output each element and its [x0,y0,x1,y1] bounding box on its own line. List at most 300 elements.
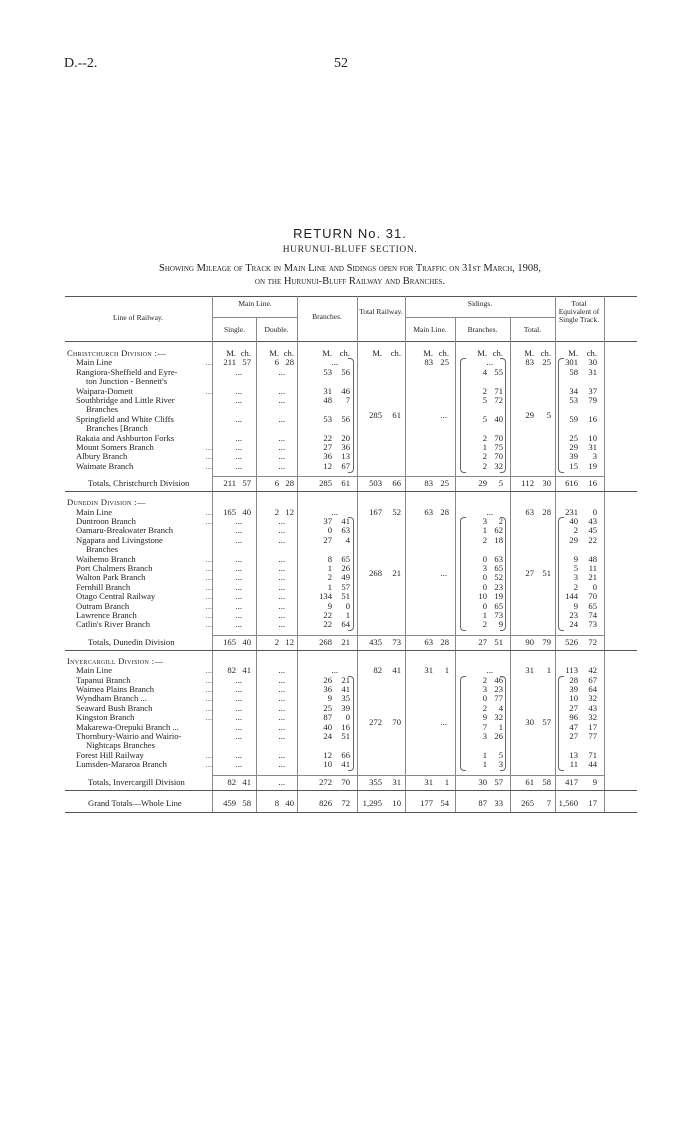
sid_main-chains: 1 [444,776,449,787]
double-miles: ... [278,674,285,685]
sid_total-miles: 112 [521,478,534,489]
sid_br-chains: 65 [494,600,503,611]
row-leader: ... [205,759,212,770]
equiv-chains: 43 [588,702,597,713]
sid_total-chains: 57 [542,717,551,728]
branches-miles: 268 [319,636,332,647]
bracket-sidings-left [460,358,466,472]
sid_br-miles: 2 [482,674,487,685]
double-miles: ... [278,591,285,602]
header-branches: Branches. [312,312,342,321]
branches-chains: 63 [341,525,350,536]
doc-ref: D.--2. [64,56,98,71]
row-label: ton Junction - Bennett's [86,376,168,387]
sid_br-chains: 70 [494,451,503,462]
single-unit-m: M. [226,348,236,358]
branches-chains: 41 [341,516,350,526]
total-unit-m: M. [372,348,382,358]
branches-chains: 56 [341,413,350,424]
branches-chains: 61 [341,478,350,489]
sid_main-merged: ... [440,568,447,579]
row-label: Waipara-Domett [76,385,134,396]
total-miles: 268 [369,568,382,579]
branches-miles: 27 [323,442,332,452]
equiv-chains: 0 [592,581,597,592]
branches-miles: 134 [319,591,332,602]
branches-chains: 39 [341,702,350,713]
page-number: 52 [334,56,348,71]
total-rule-top [212,775,604,776]
branches-miles: 826 [319,797,332,808]
branches-miles: 272 [319,776,332,787]
single-miles: ... [235,525,242,536]
single-miles: ... [235,572,242,583]
equiv-chains: 31 [588,442,597,452]
branches-miles: ... [331,506,338,517]
single-miles: ... [235,749,242,760]
single-miles: ... [235,591,242,602]
branches-miles: 1 [327,581,332,592]
return-title: RETURN No. 31. [293,226,407,241]
row-leader: ... [205,357,212,368]
equiv-miles: 24 [569,619,578,630]
row-label: Thornbury-Wairio and Wairio- [76,731,182,741]
row-label: Mount Somers Branch [76,442,154,452]
sid_br-chains: 57 [494,776,503,787]
row-leader: ... [205,712,212,723]
equiv-miles: 231 [565,506,578,517]
equiv-unit-m: M. [568,348,578,358]
equiv-chains: 74 [588,610,597,620]
equiv-miles: 39 [569,684,578,694]
sid_main-miles: 83 [424,357,433,368]
single-miles: 211 [223,478,236,489]
double-miles: ... [278,385,285,396]
sid_br-miles: 2 [482,534,487,545]
row-leader: ... [205,610,212,620]
sid_br-chains: 72 [494,395,503,405]
sid_br-chains: 77 [494,693,503,704]
sid_main-miles: 31 [424,665,433,676]
sid_total-unit-m: M. [524,348,534,358]
sid_main-chains: 28 [440,506,449,517]
double-unit-m: M. [269,348,279,358]
row-leader: ... [205,516,212,526]
sid_br-miles: ... [486,357,493,368]
double-miles: ... [278,721,285,732]
equiv-chains: 32 [588,693,597,704]
single-chains: 41 [242,776,251,787]
row-leader: ... [205,506,212,517]
sid_main-miles: 31 [424,776,433,787]
sid_total-chains: 30 [542,478,551,489]
equiv-miles: 15 [569,460,578,471]
sid_br-miles: 2 [482,619,487,630]
equiv-miles: 25 [569,432,578,443]
sid_br-miles: 29 [478,478,487,489]
sid_br-chains: 23 [494,581,503,592]
sid_br-chains: 3 [498,759,503,770]
single-chains: 57 [242,357,251,368]
equiv-miles: 23 [569,610,578,620]
row-label: Outram Branch [76,600,130,611]
division-separator-rule [65,790,637,791]
sid_br-unit-ch: ch. [492,348,503,358]
equiv-chains: 67 [588,674,597,685]
branches-miles: 22 [323,610,332,620]
total-rule-top [212,476,604,477]
sid_br-miles: 2 [482,432,487,443]
equiv-chains: 3 [592,451,597,462]
row-label: Kingston Branch [76,712,135,723]
sid_total-miles: 265 [521,797,534,808]
equiv-chains: 79 [588,395,597,405]
row-label: Southbridge and Little River [76,395,175,405]
sid_br-miles: 1 [482,759,487,770]
division-total-row [0,638,700,647]
sid_br-chains: 70 [494,432,503,443]
row-label: Branches [86,544,118,555]
equiv-chains: 42 [588,665,597,676]
total-miles: 435 [369,636,382,647]
equiv-miles: 29 [569,442,578,452]
equiv-chains: 0 [592,506,597,517]
sid_main-merged: ... [440,409,447,420]
branches-unit-m: M. [322,348,332,358]
equiv-miles: 39 [569,451,578,462]
branches-chains: 65 [341,553,350,564]
branches-miles: 12 [323,460,332,471]
equiv-chains: 77 [588,731,597,741]
sid_total-miles: 83 [525,357,534,368]
row-label: Port Chalmers Branch [76,563,153,573]
sid_br-miles: 7 [482,721,487,732]
branches-miles: 25 [323,702,332,713]
sid_main-miles: 63 [424,506,433,517]
double-miles: ... [278,684,285,694]
double-miles: ... [278,525,285,536]
equiv-miles: 34 [569,385,578,396]
row-leader: ... [205,674,212,685]
single-chains: 57 [242,478,251,489]
double-chains: 12 [285,506,294,517]
sid_main-merged: ... [440,717,447,728]
sid_br-miles: 10 [478,591,487,602]
branches-chains: 70 [341,776,350,787]
row-leader: ... [205,749,212,760]
sid_main-miles: 177 [420,797,433,808]
branches-chains: 41 [341,759,350,770]
total-chains: 41 [392,665,401,676]
double-chains: 28 [285,357,294,368]
total-rule-top [212,635,604,636]
single-miles: ... [235,674,242,685]
equiv-chains: 10 [588,432,597,443]
sid_br-chains: 1 [498,721,503,732]
caption-line-2: on the Hurunui-Bluff Railway and Branches. [254,276,446,287]
sid_br-miles: 4 [482,366,487,377]
row-leader: ... [205,684,212,694]
sid_total-chains: 58 [542,776,551,787]
sid_total-miles: 31 [525,665,534,676]
total-miles: 1,295 [362,797,382,808]
total-miles: 285 [369,409,382,420]
row-label: Waihemo Branch [76,553,136,564]
branches-miles: 8 [327,553,332,564]
double-miles: 2 [274,506,279,517]
branches-chains: 4 [345,534,350,545]
branches-miles: 27 [323,534,332,545]
equiv-miles: 40 [569,516,578,526]
double-chains: 40 [285,797,294,808]
branches-miles: 9 [327,693,332,704]
double-miles: ... [278,712,285,723]
branches-chains: 1 [345,610,350,620]
single-chains: 40 [242,506,251,517]
header-sid-main: Main Line. [413,325,447,334]
sid_br-chains: 75 [494,442,503,452]
total-miles: 503 [369,478,382,489]
branches-miles: 24 [323,731,332,741]
single-miles: ... [235,581,242,592]
double-miles: ... [278,693,285,704]
bracket-sidings-right [500,676,506,772]
row-leader: ... [205,619,212,630]
branches-chains: 16 [341,721,350,732]
division-separator-rule [65,491,637,492]
equiv-miles: 13 [569,749,578,760]
sid_br-chains: 52 [494,572,503,583]
sid_main-chains: 25 [440,357,449,368]
double-miles: ... [278,563,285,573]
branches-chains: 49 [341,572,350,583]
sid_br-chains: 40 [494,413,503,424]
row-leader: ... [205,693,212,704]
bracket-branches [348,517,354,631]
equiv-miles: 96 [569,712,578,723]
row-leader: ... [205,600,212,611]
equiv-unit-ch: ch. [586,348,597,358]
equiv-miles: 5 [573,563,578,573]
total-chains: 52 [392,506,401,517]
row-label: Main Line [76,357,113,368]
equiv-chains: 70 [588,591,597,602]
double-miles: 2 [274,636,279,647]
equiv-miles: 1,560 [558,797,578,808]
equiv-chains: 19 [588,460,597,471]
branches-miles: 1 [327,563,332,573]
double-miles: ... [278,581,285,592]
sid_main-chains: 1 [444,665,449,676]
branches-chains: 41 [341,684,350,694]
double-miles: 6 [274,478,279,489]
sid_br-miles: 3 [482,563,487,573]
bracket-branches [348,358,354,472]
row-label: Seaward Bush Branch [76,702,153,713]
branches-miles: 0 [327,525,332,536]
branches-chains: 21 [341,674,350,685]
single-miles: 82 [227,776,236,787]
sid_main-unit-m: M. [423,348,433,358]
total-miles: 167 [369,506,382,517]
sid_total-miles: 29 [525,409,534,420]
branches-chains: 67 [341,460,350,471]
total-miles: 272 [369,717,382,728]
row-label: Albury Branch [76,451,128,462]
double-miles: ... [278,442,285,452]
row-label: Ngapara and Livingstone [76,534,163,545]
equiv-miles: 616 [565,478,578,489]
row-label: Otago Central Railway [76,591,156,602]
branches-chains: 21 [341,636,350,647]
row-label: Main Line [76,506,113,517]
equiv-miles: 144 [565,591,578,602]
branches-miles: ... [331,357,338,368]
table-caption [0,262,700,288]
equiv-chains: 64 [588,684,597,694]
sid_br-chains: 19 [494,591,503,602]
total-unit-ch: ch. [390,348,401,358]
branches-chains: 7 [345,395,350,405]
division-total-row [0,778,700,787]
equiv-miles: 9 [573,553,578,564]
total-label: Totals, Dunedin Division [88,636,175,647]
sid_br-chains: 5 [498,478,503,489]
header-sidings: Sidings. [467,299,493,308]
double-miles: ... [278,395,285,405]
sid_br-miles: 0 [482,581,487,592]
single-chains: 41 [242,665,251,676]
double-miles: ... [278,534,285,545]
branches-unit-ch: ch. [339,348,350,358]
equiv-miles: 53 [569,395,578,405]
header-sid-total: Total. [523,325,542,334]
branches-chains: 56 [341,366,350,377]
sid_total-chains: 5 [546,409,551,420]
row-leader: ... [205,460,212,471]
sid_br-chains: 65 [494,563,503,573]
row-label: Catlin's River Branch [76,619,151,630]
double-miles: 6 [274,357,279,368]
row-label: Main Line [76,665,113,676]
branches-chains: 66 [341,749,350,760]
equiv-chains: 11 [588,563,597,573]
single-miles: ... [235,702,242,713]
branches-miles: ... [331,665,338,676]
sid_br-miles: 1 [482,442,487,452]
row-label: Branches [86,404,118,415]
double-miles: ... [278,749,285,760]
equiv-miles: 3 [573,572,578,583]
sid_br-miles: 0 [482,693,487,704]
branches-chains: 72 [341,797,350,808]
double-chains: 28 [285,478,294,489]
sid_total-miles: 90 [525,636,534,647]
single-miles: ... [235,619,242,630]
sid_br-miles: 2 [482,385,487,396]
equiv-miles: 11 [569,759,578,770]
row-label: Lumsden-Mararoa Branch [76,759,167,770]
equiv-chains: 45 [588,525,597,536]
row-label: Lawrence Branch [76,610,137,620]
total-label: Totals, Christchurch Division [88,478,190,489]
bracket-sidings-left [460,676,466,772]
row-label: Oamaru-Breakwater Branch [76,525,174,536]
equiv-chains: 31 [588,366,597,377]
sid_br-chains: 62 [494,525,503,536]
bracket-equivalent [558,517,564,631]
equiv-miles: 58 [569,366,578,377]
bracket-branches [348,676,354,772]
row-leader: ... [205,442,212,452]
single-miles: ... [235,693,242,704]
double-miles: ... [278,665,285,676]
equiv-miles: 2 [573,581,578,592]
sid_br-chains: 5 [498,749,503,760]
sid_total-chains: 51 [542,568,551,579]
sid_total-unit-ch: ch. [540,348,551,358]
branches-chains: 36 [341,442,350,452]
sid_br-chains: 26 [494,731,503,741]
equiv-miles: 417 [565,776,578,787]
header-line-of-railway: Line of Railway. [112,313,164,322]
total-chains: 66 [392,478,401,489]
sid_br-miles: 5 [482,413,487,424]
double-miles: ... [278,460,285,471]
row-leader: ... [205,702,212,713]
division-heading: Invercargill Division :— [67,655,164,666]
branches-miles: 48 [323,395,332,405]
sid_total-chains: 28 [542,506,551,517]
sid_br-chains: 33 [494,797,503,808]
bracket-equivalent [558,358,564,472]
double-chains: 12 [285,636,294,647]
double-miles: ... [278,366,285,377]
equiv-chains: 9 [592,776,597,787]
equiv-miles: 29 [569,534,578,545]
sid_br-chains: 9 [498,619,503,630]
sid_br-miles: 2 [482,451,487,462]
sid_br-chains: 73 [494,610,503,620]
equiv-chains: 73 [588,619,597,630]
sid_br-chains: 32 [494,712,503,723]
branches-miles: 2 [327,572,332,583]
sid_br-chains: 51 [494,636,503,647]
single-chains: 40 [242,636,251,647]
equiv-chains: 72 [588,636,597,647]
single-miles: ... [235,442,242,452]
sid_main-chains: 28 [440,636,449,647]
branches-miles: 26 [323,674,332,685]
equiv-chains: 65 [588,600,597,611]
equiv-miles: 9 [573,600,578,611]
equiv-chains: 22 [588,534,597,545]
equiv-miles: 2 [573,525,578,536]
single-miles: ... [235,610,242,620]
sid_br-chains: 2 [498,516,503,526]
sid_br-miles: 3 [482,516,487,526]
single-chains: 58 [242,797,251,808]
branches-miles: 40 [323,721,332,732]
branches-miles: 12 [323,749,332,760]
sid_br-unit-m: M. [477,348,487,358]
double-miles: ... [278,702,285,713]
single-miles: 82 [227,665,236,676]
sid_main-chains: 54 [440,797,449,808]
row-label: Walton Park Branch [76,572,146,583]
double-miles: ... [278,451,285,462]
double-miles: ... [278,776,285,787]
